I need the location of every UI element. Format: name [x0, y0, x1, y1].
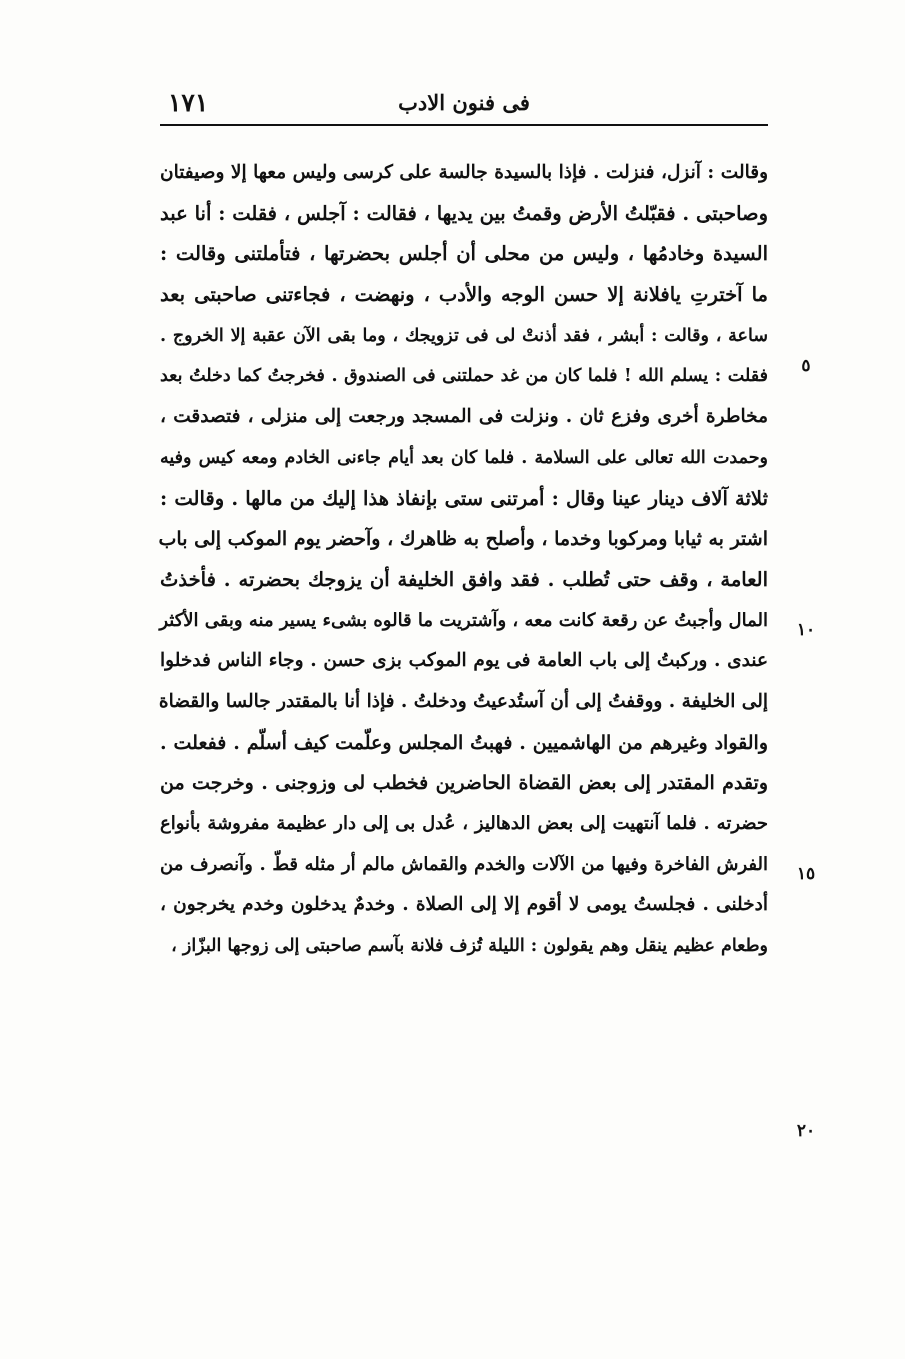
text-line: السيدة وخادمُها ، وليس من محلى أن أجلس بحضرتها ، فتأملتنى وقالت :: [160, 242, 768, 266]
page-header: [160, 84, 768, 124]
page-number: ١٧١: [168, 88, 209, 117]
text-line: وحمدت الله تعالى على السلامة . فلما كان بعد أيام جاءنى الخادم ومعه كيس وفيه: [160, 447, 768, 468]
header-rule: [160, 124, 768, 126]
text-line: المال وأجبتُ عن رقعة كانت معه ، وآشتريت ما قالوه بشىء يسير منه وبقى الأكثر: [159, 609, 768, 631]
text-line: إلى الخليفة . ووقفتُ إلى أن آستُدعيتُ ودخلتُ . فإذا أنا بالمقتدر جالسا والقضاة: [158, 690, 768, 712]
text-line: وتقدم المقتدر إلى بعض القضاة الحاضرين فخطب لى وزوجنى . وخرجت من: [160, 772, 768, 795]
running-title: فى فنون الادب: [398, 90, 530, 115]
text-line: وطعام عظيم ينقل وهم يقولون : الليلة تُزف فلانة بآسم صاحبتى إلى زوجها البزّاز ،: [171, 936, 768, 957]
text-line: ثلاثة آلاف دينار عينا وقال : أمرتنى ستى بإنفاذ هذا إليك من مالها . وقالت :: [160, 486, 768, 510]
line-number-20: ٢٠: [796, 1121, 816, 1141]
line-number-15: ١٥: [796, 864, 816, 884]
text-line: عندى . وركبتُ إلى باب العامة فى يوم الموكب بزى حسن . وجاء الناس فدخلوا: [160, 650, 768, 672]
body-text: [160, 153, 768, 967]
text-line: والقواد وغيرهم من الهاشميين . فهبتُ المجلس وعلّمت كيف أسلّم . ففعلت .: [160, 731, 768, 754]
text-line: وصاحبتى . فقبّلتُ الأرض وقمتُ بين يديها ، فقالت : آجلس ، فقلت : أنا عبد: [160, 201, 768, 225]
text-line: العامة ، وقف حتى تُطلب . فقد وافق الخليفة أن يزوجك بحضرته . فأخذتُ: [160, 567, 768, 591]
text-line: اشتر به ثيابا ومركوبا وخدما ، وأصلح به ظاهرك ، وآحضر يوم الموكب إلى باب: [158, 528, 768, 551]
text-line: حضرته . فلما آنتهيت إلى بعض الدهاليز ، عُدل بى إلى دار عظيمة مفروشة بأنواع: [160, 813, 768, 834]
line-number-5: ٥: [801, 356, 811, 376]
text-line: أدخلنى . فجلستُ يومى لا أقوم إلا إلى الصلاة . وخدمٌ يدخلون وخدم يخرجون ،: [160, 894, 768, 916]
text-line: الفرش الفاخرة وفيها من الآلات والخدم والقماش مالم أر مثله قطّ . وآنصرف من: [160, 853, 768, 875]
line-number-10: ١٠: [796, 620, 816, 640]
text-line: وقالت : آنزل، فنزلت . فإذا بالسيدة جالسة على كرسى وليس معها إلا وصيفتان: [160, 162, 768, 183]
text-line: فقلت : يسلم الله ! فلما كان من غد حملتنى فى الصندوق . فخرجتُ كما دخلتُ بعد: [160, 366, 768, 387]
text-line: ساعة ، وقالت : أبشر ، فقد أذنتْ لى فى تزويجك ، وما بقى الآن عقبة إلا الخروج .: [160, 325, 768, 346]
text-line: ما آخترتِ يافلانة إلا حسن الوجه والأدب ، ونهضت ، فجاءتنى صاحبتى بعد: [160, 283, 768, 307]
text-line: مخاطرة أخرى وفزع ثان . ونزلت فى المسجد ورجعت إلى منزلى ، فتصدقت ،: [160, 406, 768, 428]
